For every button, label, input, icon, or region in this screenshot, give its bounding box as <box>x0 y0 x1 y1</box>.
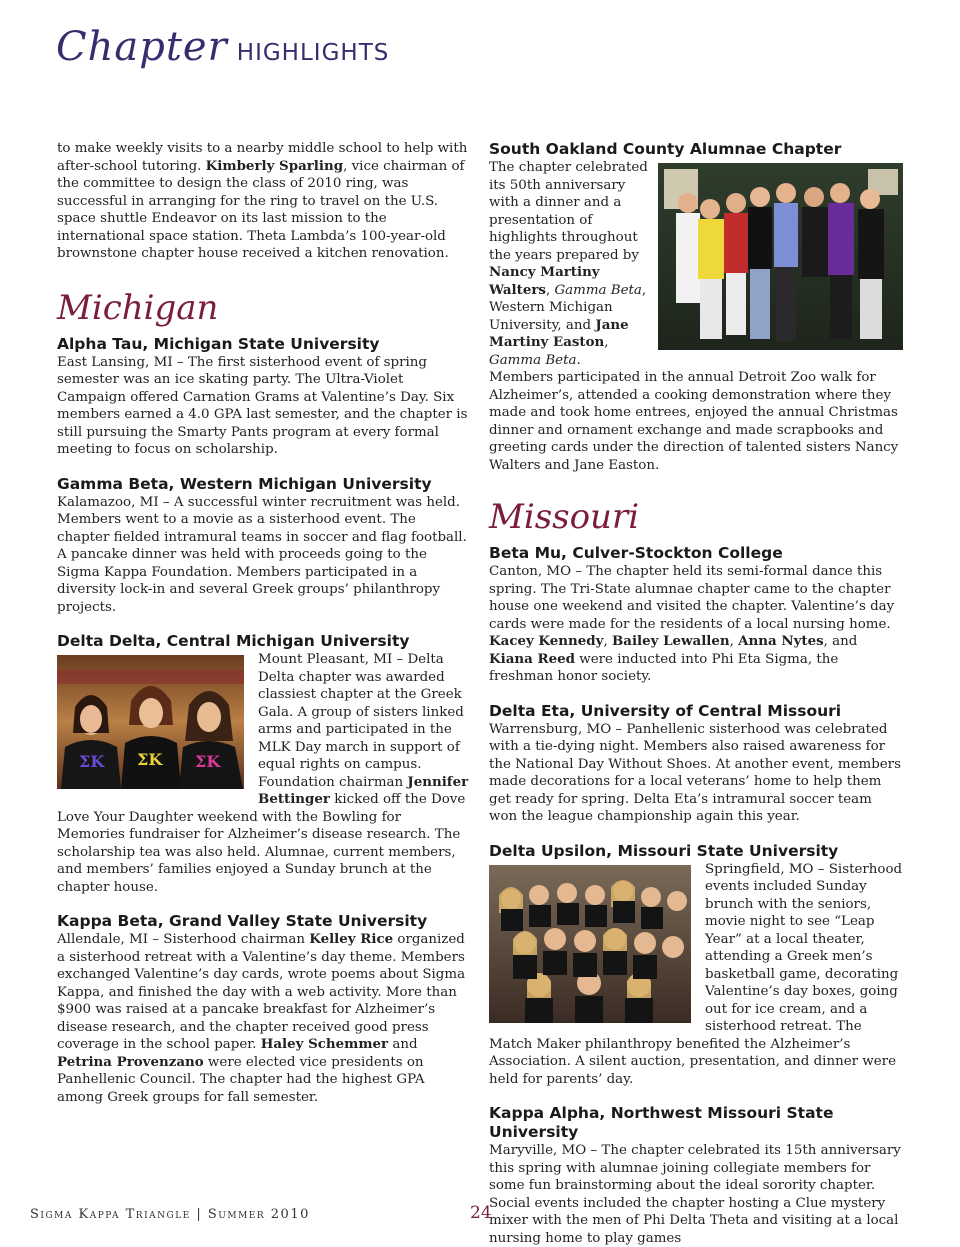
bold-name: Nancy Martiny Walters <box>489 264 600 298</box>
section-title: Delta Eta, University of Central Missouri <box>489 701 842 720</box>
bold-name: Kiana Reed <box>489 650 576 667</box>
text-run: Mount Pleasant, MI – Delta Delta chapter was awarded classiest chapter at the Greek Gala. A group of sisters linked arms and participated in the MLK Day march in support of equal rights on campus. Foundation chairman <box>258 652 464 790</box>
masthead-caps: HIGHLIGHTS <box>236 40 390 66</box>
bold-name: Bailey Lewallen <box>611 633 730 649</box>
text-run: . Members participated in the annual Detroit Zoo walk for Alzheimer’s, attended a cooking demonstration where they made and took home entrees, enjoyed the annual Christmas dinner and ornament exchange and made scrapbooks and greeting cards under the direction of talented sisters Nancy Walters and Jane Easton. <box>489 352 899 473</box>
text-run: , <box>604 335 609 350</box>
bold-name: Anna Nytes <box>738 633 824 649</box>
section-body <box>489 563 903 686</box>
state-michigan <box>57 285 471 331</box>
text-run: , <box>729 634 739 649</box>
section-kappa-alpha <box>489 1104 903 1247</box>
section-title: Kappa Alpha, Northwest Missouri State University <box>489 1104 834 1141</box>
section-kappa-beta <box>57 912 471 1106</box>
text-run: to make weekly visits to a nearby middle school to help with after-school tutoring. <box>57 141 468 174</box>
masthead <box>56 24 389 94</box>
shirt-letters: ΣΚ <box>79 752 105 771</box>
text-run: , <box>603 634 612 649</box>
section-body <box>489 721 903 826</box>
text-run: and <box>388 1037 418 1052</box>
text-run: Kalamazoo, MI – A successful winter recruitment was held. Members went to a movie as a sisterhood event. The chapter fielded intramural teams in soccer and flag football. A pancake dinner was held with proceeds going to the Sigma Kappa Foundation. Members participated in a diversity lock-in and several Greek groups’ philanthropy projects. <box>57 494 467 615</box>
section-beta-mu <box>489 544 903 686</box>
text-run: Springfield, MO – Sisterhood events included Sunday brunch with the seniors, movie night to see “Leap Year” at a local theater, attending a Greek men’s basketball game, decorating Valentine’s day boxes, going out for ice cream, and a sisterhood retreat. The Match Maker philanthropy benefited the Alzheimer’s Association. A silent auction, presentation, and dinner were held for parents’ day. <box>489 861 903 1087</box>
text-run: , vice chairman of the committee to design the class of 2010 ring, was successful in arranging for the ring to travel on the U.S. space shuttle Endeavor on its last mission to the international space station. Theta Lambda’s 100-year-old brownstone chapter house received a kitchen renovation. <box>57 158 465 261</box>
state-heading-missouri: Missouri <box>489 497 640 537</box>
bold-name: Kacey Kennedy <box>489 633 604 649</box>
text-run: Maryville, MO – The chapter celebrated its 15th anniversary this spring with alumnae joining collegiate members for some fun brainstorming about the ideal sorority chapter. Social events included the chapter hosting a Clue mystery mixer with the men of Phi Delta Theta and visiting at a local nursing home to play games <box>489 1143 901 1246</box>
text-run: organized a sisterhood retreat with a Valentine’s day theme. Members exchanged Valentine’s day cards, wrote poems about Sigma Kappa, and finished the day with a web activity. More than $900 was raised at a pancake breakfast for Alzheimer’s disease research, and the chapter received good press coverage in the school paper. <box>57 932 466 1052</box>
photo-south-oakland-alumnae <box>658 163 903 350</box>
text-run: The chapter celebrated its 50th anniversary with a dinner and a presentation of highlights throughout the years prepared by <box>489 160 648 263</box>
intro-paragraph <box>57 140 471 263</box>
section-delta-upsilon <box>489 842 903 1089</box>
text-run: Canton, MO – The chapter held its semi-formal dance this spring. The Tri-State alumnae chapter came to the chapter house one weekend and visited the chapter. Valentine’s day cards were made for the residents of a local nursing home. <box>489 564 895 632</box>
text-run: , and <box>823 634 858 649</box>
right-column <box>489 140 903 1247</box>
page-number: 24 <box>470 1203 492 1223</box>
masthead-script: Chapter <box>56 24 228 70</box>
text-run: , <box>545 282 555 298</box>
bold-name: Jennifer Bettinger <box>258 773 469 807</box>
text-run: Warrensburg, MO – Panhellenic sisterhood was celebrated with a tie-dying night. Members also raised awareness for the National Day Without Shoes. At another event, members made decorations for a local veterans’ home to help them get ready for spring. Delta Eta’s intramural soccer team won the league championship again this year. <box>489 721 901 824</box>
section-title: South Oakland County Alumnae Chapter <box>489 140 842 158</box>
text-run: kicked off the Dove Love Your Daughter weekend with the Bowling for Memories fundraiser for Alzheimer’s disease research. The scholarship tea was also held. Alumnae, current members, and members’ families enjoyed a Sunday brunch at the chapter house. <box>57 792 466 895</box>
italic-text: Gamma Beta <box>554 282 642 298</box>
text-run: were elected vice presidents on Panhellenic Council. The chapter had the highest GPA among Greek groups for fall semester. <box>57 1054 425 1105</box>
bold-name: Kimberly Sparling <box>205 157 344 174</box>
section-south-oakland <box>489 140 903 474</box>
section-title: Delta Upsilon, Missouri State University <box>489 841 839 860</box>
section-body <box>57 931 471 1106</box>
section-delta-delta <box>57 632 471 896</box>
section-delta-eta <box>489 702 903 826</box>
section-title: Alpha Tau, Michigan State University <box>57 334 380 353</box>
left-column <box>57 140 471 1106</box>
section-title: Gamma Beta, Western Michigan University <box>57 474 432 493</box>
section-body <box>57 494 471 617</box>
section-title: Delta Delta, Central Michigan University <box>57 632 410 650</box>
photo-delta-upsilon-sisters <box>489 865 691 1023</box>
bold-name: Jane Martiny Easton <box>489 316 629 350</box>
section-gamma-beta <box>57 475 471 617</box>
italic-text: Gamma Beta <box>489 352 577 368</box>
shirt-letters: ΣΚ <box>137 750 163 769</box>
section-body <box>489 1142 903 1247</box>
section-title: Kappa Beta, Grand Valley State University <box>57 912 428 930</box>
bold-name: Petrina Provenzano <box>57 1053 204 1070</box>
text-run: Allendale, MI – Sisterhood chairman <box>57 932 310 947</box>
section-body <box>57 354 471 459</box>
state-heading-michigan: Michigan <box>57 287 219 328</box>
bold-name: Haley Schemmer <box>260 1036 389 1052</box>
bold-name: Kelley Rice <box>309 931 394 947</box>
footer-publication: Sigma Kappa Triangle | Summer 2010 <box>30 1207 310 1222</box>
state-missouri <box>489 494 903 540</box>
photo-delta-delta-sisters <box>57 655 244 789</box>
text-run: East Lansing, MI – The first sisterhood event of spring semester was an ice skating party. The Ultra-Violet Campaign offered Carnation Grams at Valentine’s Day. Six members earned a 4.0 GPA last semester, and the chapter is still pursuing the Smarty Pants program at every formal meeting to focus on scholarship. <box>57 354 468 457</box>
section-alpha-tau <box>57 335 471 459</box>
text-run: , Western Michigan University, and <box>489 282 647 333</box>
text-run: were inducted into Phi Eta Sigma, the freshman honor society. <box>489 651 839 684</box>
section-title: Beta Mu, Culver-Stockton College <box>489 544 783 562</box>
shirt-letters: ΣΚ <box>195 752 221 771</box>
